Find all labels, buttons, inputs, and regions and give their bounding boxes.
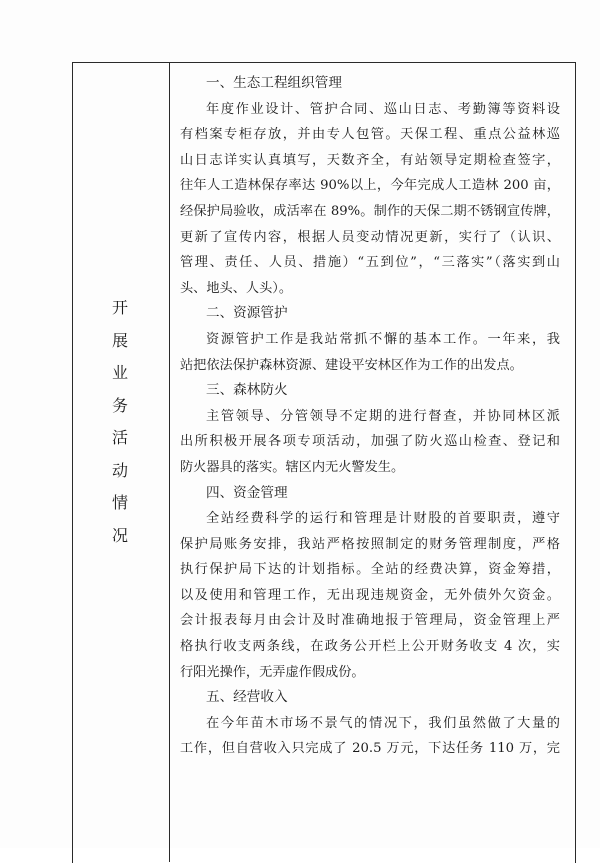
text-line: 主管领导、分管领导不定期的进行督查，并协同林区派 (206, 408, 560, 424)
row-label-char: 动 (111, 460, 128, 480)
text-line: 格执行收支两条线，在政务公开栏上公开财务收支 4 次，实 (180, 639, 560, 655)
text-line: 资源管护工作是我站常抓不懈的基本工作。一年来，我 (206, 331, 560, 347)
text-line: 站把依法保护森林资源、建设平安林区作为工作的出发点。 (180, 357, 523, 373)
section-paragraph (180, 711, 560, 762)
section-heading: 四、资金管理 (206, 484, 288, 501)
text-line: 以及使用和管理工作，无出现违规资金，无外债外欠资金。 (180, 587, 560, 603)
text-line: 出所积极开展各项专项活动，加强了防火巡山检查、登记和 (180, 434, 560, 450)
section-heading: 一、生态工程组织管理 (206, 75, 342, 91)
text-line: 有档案专柜存放，并由专人包管。天保工程、重点公益林巡 (180, 127, 560, 143)
section-heading: 二、资源管护 (206, 305, 288, 322)
text-line: 保护局账务安排，我站严格按照制定的财务管理制度，严格 (180, 536, 560, 552)
section-heading: 三、森林防火 (206, 382, 288, 399)
row-label-char: 况 (111, 525, 128, 545)
content-cell (180, 71, 560, 762)
row-label-char: 务 (111, 395, 128, 415)
row-label-char: 情 (111, 493, 128, 512)
text-line: 执行保护局下达的计划指标。全站的经费决算，资金筹措， (180, 562, 560, 578)
row-label-vertical (100, 292, 140, 552)
text-line: 头、地头、人头）。 (180, 280, 293, 296)
text-line: 工作，但自营收入只完成了 20.5 万元，下达任务 110 万，完 (180, 741, 560, 757)
row-label-char: 展 (111, 330, 128, 350)
text-line: 全站经费科学的运行和管理是计财股的首要职责，遵守 (206, 511, 560, 527)
section-paragraph (180, 97, 560, 302)
text-line: 往年人工造林保存率达 90%以上，今年完成人工造林 200 亩， (180, 178, 560, 194)
text-line: 山日志详实认真填写，天数齐全，有站领导定期检查签字， (180, 152, 560, 168)
text-line: 经保护局验收，成活率在 89%。制作的天保二期不锈钢宣传牌， (180, 203, 560, 219)
text-line: 会计报表每月由会计及时准确地报于管理局，资金管理上严 (180, 613, 560, 629)
section-heading: 五、经营收入 (206, 689, 288, 706)
row-label-char: 活 (111, 428, 128, 447)
section-paragraph (180, 404, 560, 481)
text-line: 更新了宣传内容，根据人员变动情况更新，实行了（认识、 (180, 229, 560, 245)
section-paragraph (180, 327, 560, 378)
text-line: 年度作业设计、管护合同、巡山日志、考勤簿等资料设 (206, 101, 560, 117)
section-paragraph (180, 506, 560, 685)
text-line: 防火器具的落实。辖区内无火警发生。 (180, 459, 405, 475)
text-line: 在今年苗木市场不景气的情况下，我们虽然做了大量的 (206, 715, 560, 731)
row-label-char: 业 (111, 363, 128, 382)
text-line: 行阳光操作，无弄虚作假成份。 (180, 664, 365, 680)
row-label-char: 开 (111, 298, 128, 317)
column-divider (169, 62, 170, 862)
text-line: 管理、责任、人员、措施）“五到位”，“三落实”（落实到山 (180, 255, 560, 271)
